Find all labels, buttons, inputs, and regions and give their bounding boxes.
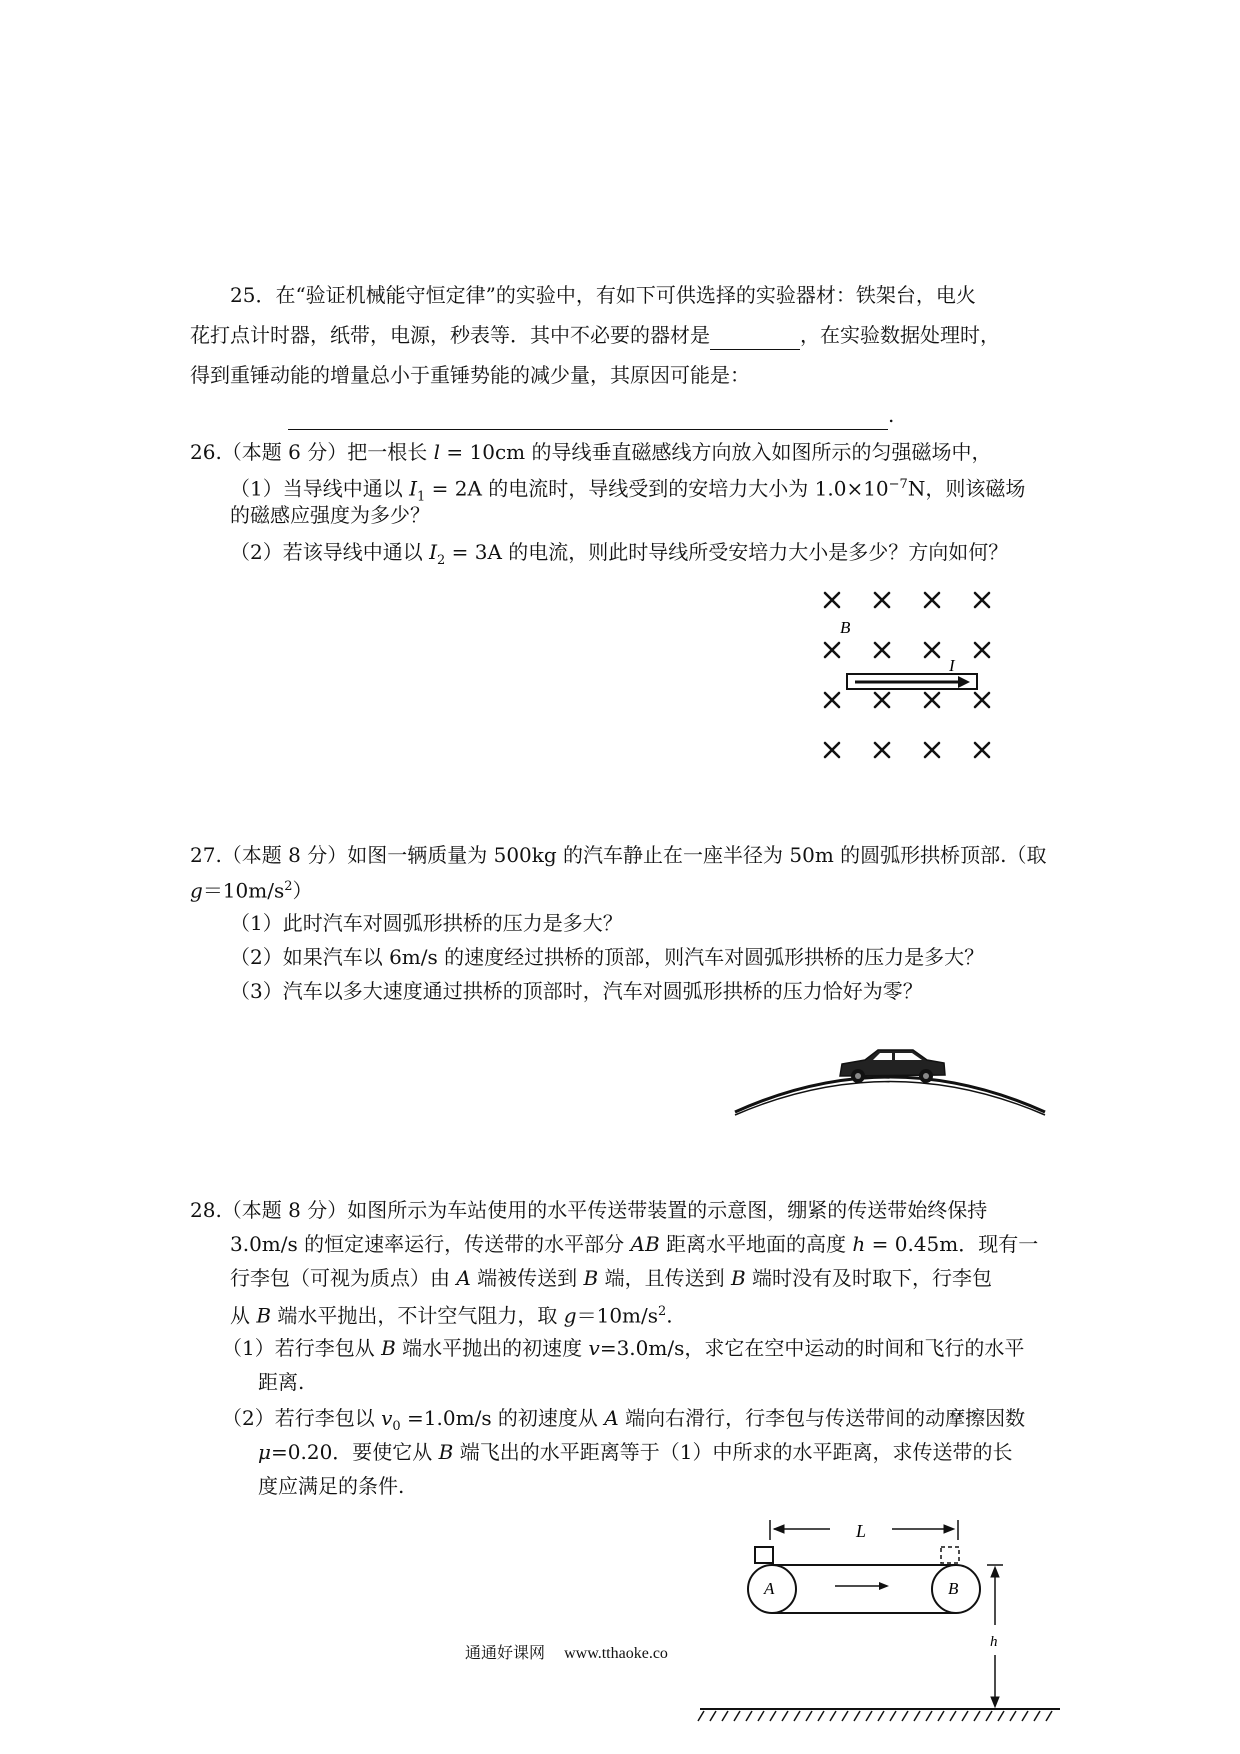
- q28-line2-b: 距离水平地面的高度: [659, 1232, 853, 1256]
- q27-line2: [190, 872, 313, 906]
- field-x-mark: [925, 643, 939, 657]
- q26-line4: [230, 537, 1008, 576]
- q28-line4: [230, 1297, 673, 1331]
- label-a: A: [764, 1579, 775, 1598]
- q25-line4: [288, 400, 894, 430]
- field-x-mark: [825, 743, 839, 757]
- q28-var-a: A: [456, 1266, 471, 1290]
- field-x-mark: [875, 693, 889, 707]
- label-l: L: [856, 1521, 867, 1541]
- q25-line2-a: 花打点计时器，纸带，电源，秒表等．其中不必要的器材是: [190, 323, 710, 347]
- q28-sub1: [222, 1333, 1024, 1363]
- field-x-mark: [925, 593, 939, 607]
- q28-sub2-a: （2）若行李包以: [222, 1406, 382, 1430]
- q25-line2-b: ，在实验数据处理时，: [800, 323, 1000, 347]
- q28-sub2-sub-0: 0: [392, 1419, 401, 1434]
- field-label-b: B: [840, 618, 851, 637]
- luggage-box: [755, 1547, 773, 1563]
- label-b: B: [948, 1579, 959, 1598]
- field-x-mark: [975, 643, 989, 657]
- q26-line3: 的磁感应强度为多少？: [230, 503, 430, 527]
- field-x-mark: [975, 593, 989, 607]
- q28-sub2-d: =0.20．要使它从: [271, 1440, 439, 1464]
- q27-sub3: （3）汽车以多大速度通过拱桥的顶部时，汽车对圆弧形拱桥的压力恰好为零？: [230, 979, 923, 1003]
- q28-line4-b: 端水平抛出，不计空气阻力，取: [271, 1303, 564, 1328]
- bridge-car-figure: [730, 1020, 1050, 1120]
- q28-sub2-e: 端飞出的水平距离等于（1）中所求的水平距离，求传送带的长: [453, 1440, 1013, 1464]
- q26-line2-a: （1）当导线中通以: [230, 476, 410, 501]
- field-x-mark: [975, 693, 989, 707]
- q28-line1: 28.（本题 8 分）如图所示为车站使用的水平传送带装置的示意图，绷紧的传送带始终保持: [190, 1198, 988, 1222]
- q28-var-b3: B: [256, 1303, 272, 1328]
- q26-sub-2: 2: [437, 553, 446, 568]
- q28-var-g: g: [563, 1303, 577, 1328]
- q28-sub2-cont2: 度应满足的条件.: [258, 1474, 405, 1498]
- q28-sub2-var-a: A: [604, 1406, 619, 1430]
- footer-site-name: 通通好课网: [465, 1643, 546, 1662]
- field-x-mark: [875, 593, 889, 607]
- q26-line1: [190, 437, 991, 467]
- arch-bridge-edge: [735, 1082, 1045, 1116]
- q28-line4-c: ＝10m/s: [576, 1303, 659, 1328]
- field-x-mark: [825, 693, 839, 707]
- field-x-mark: [925, 693, 939, 707]
- q27-sub2: （2）如果汽车以 6m/s 的速度经过拱桥的顶部，则汽车对圆弧形拱桥的压力是多大？: [230, 945, 985, 969]
- q26-line1-b: = 10cm 的导线垂直磁感线方向放入如图所示的匀强磁场中，: [440, 440, 992, 464]
- magnetic-field-figure: [820, 585, 1010, 775]
- footer-site-url[interactable]: www.tthaoke.co: [564, 1645, 668, 1662]
- q28-line4-d: .: [666, 1303, 673, 1328]
- field-x-mark: [825, 643, 839, 657]
- q28-line2-c: = 0.45m．现有一: [865, 1232, 1039, 1256]
- q28-sup-2: 2: [658, 1304, 667, 1319]
- q28-line2-a: 3.0m/s 的恒定速率运行，传送带的水平部分: [230, 1232, 631, 1256]
- field-x-mark: [825, 593, 839, 607]
- q26-line4-b: = 3A 的电流，则此时导线所受安培力大小是多少？方向如何？: [445, 540, 1009, 564]
- q26-line2-b: = 2A 的电流时，导线受到的安培力大小为 1.0×10: [425, 476, 889, 501]
- q28-var-h: h: [852, 1232, 866, 1256]
- q28-sub1-c: =3.0m/s，求它在空中运动的时间和飞行的水平: [599, 1336, 1025, 1360]
- field-x-mark: [875, 643, 889, 657]
- q26-var-l: l: [433, 440, 441, 464]
- q25-line1: 25．在“验证机械能守恒定律”的实验中，有如下可供选择的实验器材：铁架台，电火: [230, 283, 976, 307]
- q28-line3-b: 端被传送到: [470, 1266, 584, 1290]
- q26-var-i2: I: [429, 540, 437, 564]
- field-x-mark: [875, 743, 889, 757]
- field-x-mark: [925, 743, 939, 757]
- label-h: h: [990, 1634, 998, 1650]
- conveyor-belt-figure: [690, 1515, 1070, 1745]
- q25-answer-blank-1[interactable]: [710, 327, 800, 350]
- q28-sub2-b: =1.0m/s 的初速度从: [400, 1406, 605, 1430]
- q26-sub-1: 1: [417, 489, 426, 505]
- q28-sub2-c: 端向右滑行，行李包与传送带间的动摩擦因数: [618, 1406, 1026, 1430]
- q25-line4-end: .: [888, 403, 895, 427]
- q25-line2: [190, 320, 1000, 350]
- q27-sup-2: 2: [284, 879, 293, 894]
- q26-var-i1: I: [409, 476, 417, 501]
- q28-line3: [230, 1263, 992, 1293]
- q28-line3-d: 端时没有及时取下，行李包: [745, 1266, 993, 1290]
- q27-var-g: g: [190, 878, 203, 903]
- q28-var-ab: AB: [630, 1232, 660, 1256]
- q27-sub1: （1）此时汽车对圆弧形拱桥的压力是多大？: [230, 911, 623, 935]
- q28-var-b2: B: [730, 1266, 746, 1290]
- q28-sub2-var-b: B: [438, 1440, 454, 1464]
- belt-direction-arrow-head: [879, 1582, 889, 1590]
- q27-line1: 27.（本题 8 分）如图一辆质量为 500kg 的汽车静止在一座半径为 50m 的圆弧形拱桥顶部.（取: [190, 843, 1047, 867]
- q25-answer-blank-2[interactable]: [288, 407, 888, 430]
- q27-line2-a: ＝10m/s: [202, 878, 285, 903]
- q25-line3: 得到重锤动能的增量总小于重锤势能的减少量，其原因可能是：: [190, 363, 750, 387]
- q26-line2-c: N，则该磁场: [907, 476, 1026, 501]
- q28-sub1-a: （1）若行李包从: [222, 1336, 382, 1360]
- q27-line2-b: ）: [292, 878, 313, 903]
- luggage-box-ghost: [941, 1547, 959, 1563]
- q26-sup-exp: −7: [888, 477, 908, 492]
- q28-sub2-cont1: [258, 1437, 1012, 1467]
- q28-var-b: B: [583, 1266, 599, 1290]
- q28-sub1-var-v: v: [588, 1336, 600, 1360]
- field-x-mark: [975, 743, 989, 757]
- q28-sub1-cont: 距离.: [258, 1370, 305, 1394]
- q28-line4-a: 从: [230, 1303, 257, 1328]
- q26-line1-a: 26.（本题 6 分）把一根长: [190, 440, 434, 464]
- q28-line3-a: 行李包（可视为质点）由: [230, 1266, 457, 1290]
- current-label-i: I: [949, 656, 955, 675]
- q28-var-mu: μ: [258, 1440, 271, 1464]
- q28-sub1-b: 端水平抛出的初速度: [395, 1336, 589, 1360]
- ground-hatching: [698, 1711, 1052, 1721]
- footer-watermark: [465, 1640, 668, 1663]
- q28-line3-c: 端，且传送到: [598, 1266, 731, 1290]
- q28-sub1-var-b: B: [381, 1336, 396, 1360]
- q26-line4-a: （2）若该导线中通以: [230, 540, 430, 564]
- q28-sub2-var-v: v: [381, 1406, 393, 1430]
- q28-line2: [230, 1229, 1038, 1259]
